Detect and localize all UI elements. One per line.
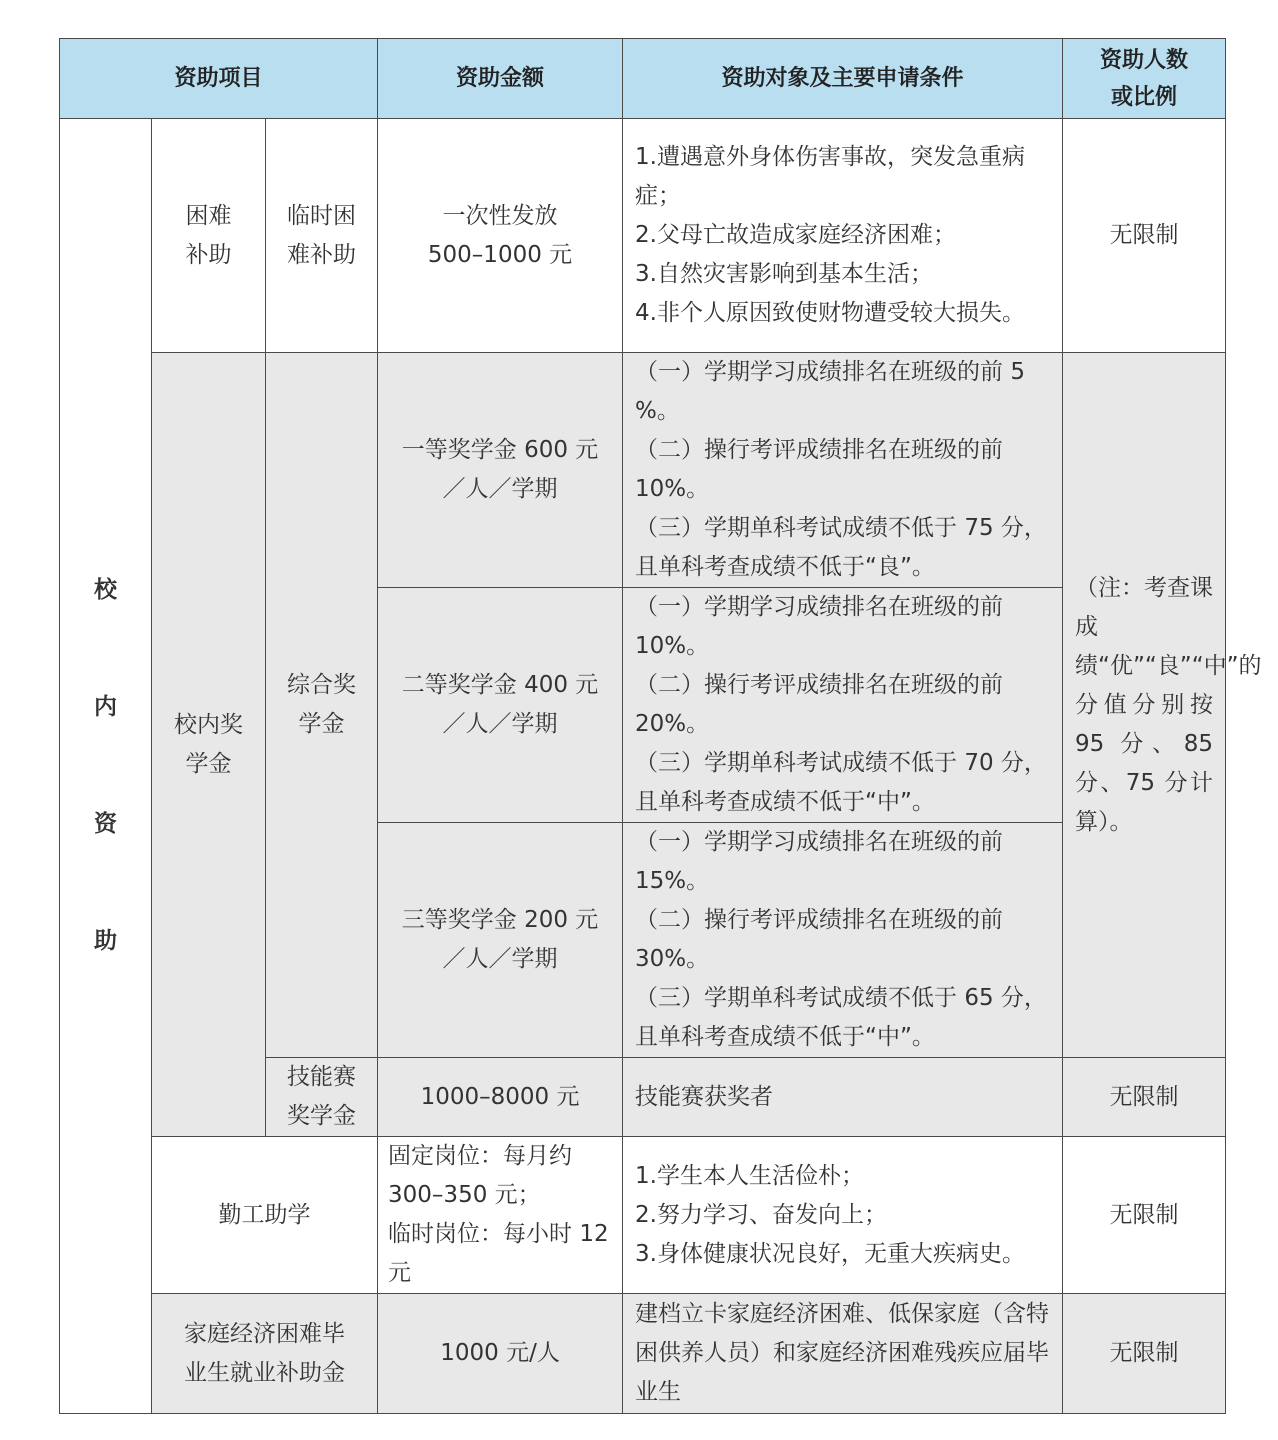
employment-name: 家庭经济困难毕业生就业补助金 bbox=[152, 1294, 378, 1414]
condition-item: （一）学期学习成绩排名在班级的前 5 %。 bbox=[635, 359, 1025, 424]
category-char: 助 bbox=[94, 928, 117, 954]
table-row bbox=[60, 1294, 1226, 1414]
scholarship-level-1-conditions bbox=[623, 353, 1063, 588]
employment-amount: 1000 元/人 bbox=[378, 1294, 623, 1414]
condition-item: （一）学期学习成绩排名在班级的前 15%。 bbox=[635, 829, 1004, 894]
skills-count: 无限制 bbox=[1063, 1058, 1226, 1137]
scholarship-type: 校内奖 学金 bbox=[152, 353, 266, 1137]
header-project: 资助项目 bbox=[60, 39, 378, 119]
condition-item: 1.遭遇意外身体伤害事故，突发急重病症； bbox=[635, 144, 1025, 209]
amount-line: 三等奖学金 200 元 bbox=[401, 907, 599, 933]
condition-item: （一）学期学习成绩排名在班级的前 10%。 bbox=[635, 594, 1004, 659]
condition-item: 1.学生本人生活俭朴； bbox=[635, 1162, 864, 1189]
hardship-subtype: 临时困 难补助 bbox=[266, 119, 378, 353]
header-conditions: 资助对象及主要申请条件 bbox=[623, 39, 1063, 119]
condition-item: 3.自然灾害影响到基本生活； bbox=[635, 261, 933, 287]
table-row bbox=[60, 1137, 1226, 1294]
amount-line: 二等奖学金 400 元 bbox=[401, 672, 599, 698]
hardship-type: 困难 补助 bbox=[152, 119, 266, 353]
aid-table bbox=[59, 38, 1262, 1414]
scholarship-note: （注：考查课成绩“优”“良”“中”的分值分别按 95 分、85 分、75 分计算）。 bbox=[1063, 353, 1226, 1058]
table-row bbox=[60, 353, 1226, 588]
header-amount: 资助金额 bbox=[378, 39, 623, 119]
amount-line: ／人／学期 bbox=[442, 946, 558, 972]
condition-item: （二）操行考评成绩排名在班级的前 10%。 bbox=[635, 437, 1004, 502]
scholarship-level-3-conditions bbox=[623, 823, 1063, 1058]
condition-item: （二）操行考评成绩排名在班级的前 30%。 bbox=[635, 907, 1004, 972]
scholarship-level-3-amount bbox=[378, 823, 623, 1058]
amount-line: ／人／学期 bbox=[442, 711, 558, 737]
condition-item: （二）操行考评成绩排名在班级的前 20%。 bbox=[635, 672, 1004, 737]
skills-name: 技能赛 奖学金 bbox=[266, 1058, 378, 1137]
table-row bbox=[60, 119, 1226, 353]
hardship-amount bbox=[378, 119, 623, 353]
work-study-amount: 固定岗位：每月约 300–350 元； 临时岗位：每小时 12 元 bbox=[378, 1137, 623, 1294]
category-cell bbox=[60, 119, 152, 1414]
category-char: 校 bbox=[94, 577, 117, 603]
work-study-conditions bbox=[623, 1137, 1063, 1294]
condition-item: （三）学期单科考试成绩不低于 65 分，且单科考查成绩不低于“中”。 bbox=[635, 985, 1047, 1050]
hardship-amount-line: 一次性发放 bbox=[442, 202, 558, 229]
scholarship-comprehensive: 综合奖 学金 bbox=[266, 353, 378, 1058]
scholarship-level-1-amount bbox=[378, 353, 623, 588]
condition-item: 2.父母亡故造成家庭经济困难； bbox=[635, 222, 956, 248]
condition-item: 2.努力学习、奋发向上； bbox=[635, 1201, 887, 1228]
condition-item: 3.身体健康状况良好，无重大疾病史。 bbox=[635, 1240, 1025, 1267]
amount-line: ／人／学期 bbox=[442, 476, 558, 502]
amount-line: 一等奖学金 600 元 bbox=[401, 437, 599, 463]
condition-item: 4.非个人原因致使财物遭受较大损失。 bbox=[635, 300, 1025, 326]
condition-item: （三）学期单科考试成绩不低于 75 分，且单科考查成绩不低于“良”。 bbox=[635, 515, 1047, 580]
category-char: 内 bbox=[94, 694, 117, 720]
work-study-name: 勤工助学 bbox=[152, 1137, 378, 1294]
header-count: 资助人数或比例 bbox=[1063, 39, 1226, 119]
table-header-row bbox=[60, 39, 1226, 119]
hardship-conditions bbox=[623, 119, 1063, 353]
employment-count: 无限制 bbox=[1063, 1294, 1226, 1414]
skills-amount: 1000–8000 元 bbox=[378, 1058, 623, 1137]
scholarship-level-2-amount bbox=[378, 588, 623, 823]
hardship-count: 无限制 bbox=[1063, 119, 1226, 353]
condition-item: （三）学期单科考试成绩不低于 70 分，且单科考查成绩不低于“中”。 bbox=[635, 750, 1047, 815]
employment-conditions: 建档立卡家庭经济困难、低保家庭（含特困供养人员）和家庭经济困难残疾应届毕业生 bbox=[623, 1294, 1063, 1414]
scholarship-level-2-conditions bbox=[623, 588, 1063, 823]
skills-conditions: 技能赛获奖者 bbox=[623, 1058, 1063, 1137]
category-char: 资 bbox=[94, 811, 117, 837]
hardship-amount-line: 500–1000 元 bbox=[427, 241, 573, 268]
work-study-count: 无限制 bbox=[1063, 1137, 1226, 1294]
